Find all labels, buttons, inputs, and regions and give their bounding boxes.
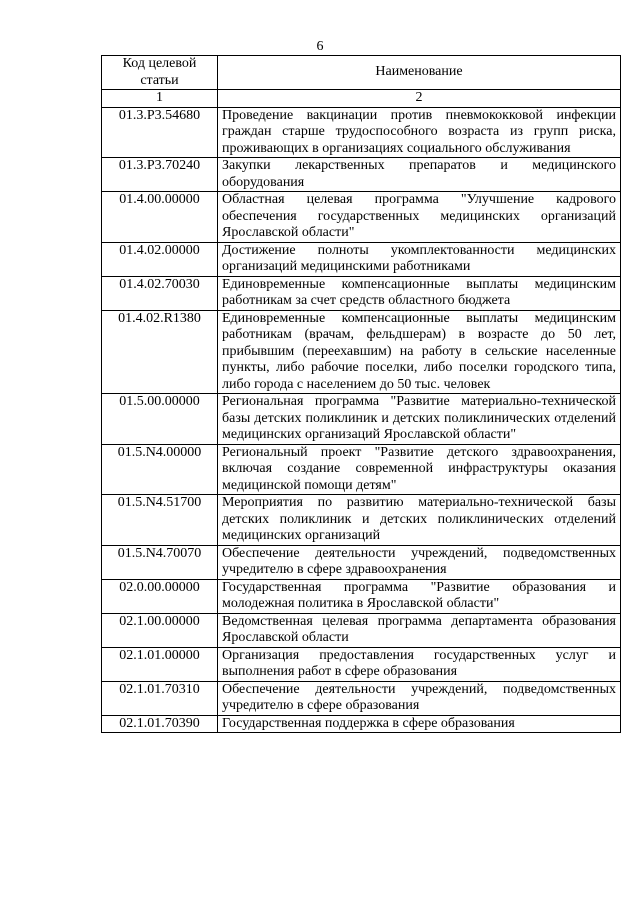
- row-code: 01.3.P3.70240: [102, 158, 218, 192]
- row-code: 02.1.01.00000: [102, 647, 218, 681]
- row-name: Региональный проект "Развитие детского здравоохранения, включая создание современной инфраструктуры оказания медицинской помощи детям": [218, 444, 621, 495]
- table-row: [102, 579, 621, 613]
- row-code: 01.4.02.00000: [102, 242, 218, 276]
- budget-classification-table: [101, 55, 621, 733]
- row-name: Государственная программа "Развитие образования и молодежная политика в Ярославской области": [218, 579, 621, 613]
- table-row: [102, 545, 621, 579]
- row-name: Областная целевая программа "Улучшение кадрового обеспечения государственных медицинских организаций Ярославской области": [218, 192, 621, 243]
- table-row: [102, 495, 621, 546]
- row-code: 01.5.N4.51700: [102, 495, 218, 546]
- row-code: 01.5.N4.70070: [102, 545, 218, 579]
- header-code: Код целевой статьи: [102, 56, 218, 90]
- table-row: [102, 681, 621, 715]
- row-name: Мероприятия по развитию материально-технической базы детских поликлиник и детских поликлинических отделений медицинских организаций: [218, 495, 621, 546]
- row-code: 02.1.01.70390: [102, 715, 218, 733]
- row-name: Закупки лекарственных препаратов и медицинского оборудования: [218, 158, 621, 192]
- row-code: 01.4.00.00000: [102, 192, 218, 243]
- table-row: [102, 192, 621, 243]
- row-name: Единовременные компенсационные выплаты медицинским работникам (врачам, фельдшерам) в возрасте до 50 лет, прибывшим (переехавшим) на работу в сельские населенные пункты, либо рабочие поселки, либо поселки городского типа, либо города с населением до 50 тыс. человек: [218, 310, 621, 394]
- table-row: [102, 107, 621, 158]
- column-number-row: [102, 90, 621, 108]
- row-code: 02.0.00.00000: [102, 579, 218, 613]
- row-code: 01.3.P3.54680: [102, 107, 218, 158]
- row-code: 01.5.00.00000: [102, 394, 218, 445]
- column-number-code: 1: [102, 90, 218, 108]
- row-name: Региональная программа "Развитие материально-технической базы детских поликлиник и детских поликлинических отделений медицинских организаций Ярославской области": [218, 394, 621, 445]
- header-name: Наименование: [218, 56, 621, 90]
- row-name: Обеспечение деятельности учреждений, подведомственных учредителю в сфере здравоохранения: [218, 545, 621, 579]
- table-row: [102, 715, 621, 733]
- row-name: Ведомственная целевая программа департамента образования Ярославской области: [218, 613, 621, 647]
- table-row: [102, 276, 621, 310]
- row-name: Государственная поддержка в сфере образования: [218, 715, 621, 733]
- table-row: [102, 647, 621, 681]
- row-code: 01.4.02.70030: [102, 276, 218, 310]
- row-name: Достижение полноты укомплектованности медицинских организаций медицинскими работниками: [218, 242, 621, 276]
- column-number-name: 2: [218, 90, 621, 108]
- table-header-row: [102, 56, 621, 90]
- row-name: Обеспечение деятельности учреждений, подведомственных учредителю в сфере образования: [218, 681, 621, 715]
- row-code: 01.4.02.R1380: [102, 310, 218, 394]
- row-name: Проведение вакцинации против пневмококковой инфекции граждан старше трудоспособного возраста из групп риска, проживающих в организациях социального обслуживания: [218, 107, 621, 158]
- table-row: [102, 242, 621, 276]
- table-row: [102, 613, 621, 647]
- table-row: [102, 158, 621, 192]
- row-code: 01.5.N4.00000: [102, 444, 218, 495]
- table-row: [102, 444, 621, 495]
- row-code: 02.1.00.00000: [102, 613, 218, 647]
- table-row: [102, 394, 621, 445]
- row-code: 02.1.01.70310: [102, 681, 218, 715]
- table-row: [102, 310, 621, 394]
- page-number: 6: [316, 39, 324, 54]
- row-name: Организация предоставления государственных услуг и выполнения работ в сфере образования: [218, 647, 621, 681]
- row-name: Единовременные компенсационные выплаты медицинским работникам за счет средств областного бюджета: [218, 276, 621, 310]
